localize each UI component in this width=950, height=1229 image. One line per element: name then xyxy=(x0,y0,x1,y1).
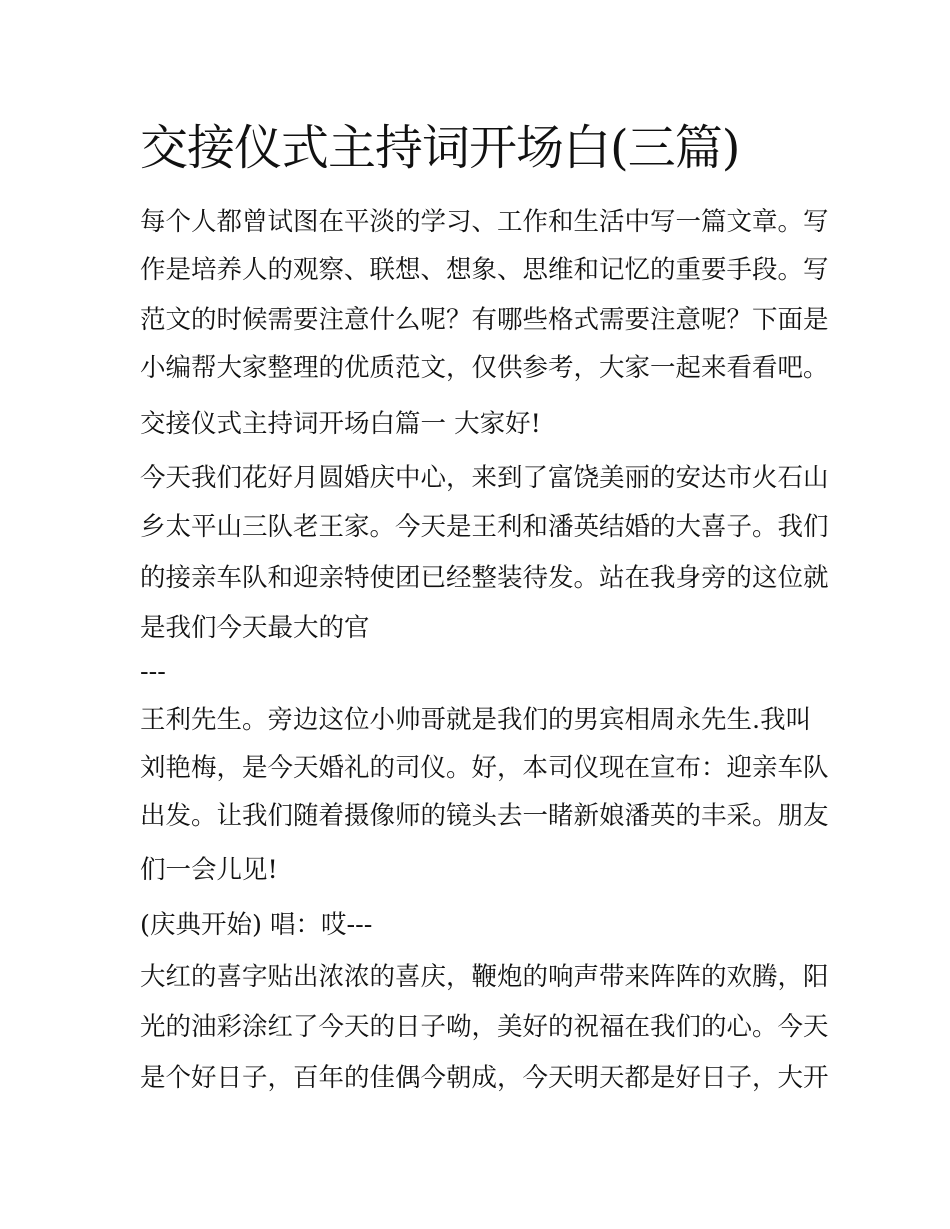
text-line: 出发。让我们随着摄像师的镜头去一睹新娘潘英的丰采。朋友 xyxy=(140,801,829,831)
section-heading: 交接仪式主持词开场白篇一 大家好! xyxy=(140,409,541,439)
text-line: 今天我们花好月圆婚庆中心，来到了富饶美丽的安达市火石山 xyxy=(140,463,829,493)
text-line: 是我们今天最大的官 xyxy=(140,613,370,643)
text-line: 是个好日子，百年的佳偶今朝成，今天明天都是好日子，大开 xyxy=(140,1063,829,1093)
separator-text: --- xyxy=(140,657,166,687)
text-line: 王利先生。旁边这位小帅哥就是我们的男宾相周永先生.我叫 xyxy=(140,705,812,735)
text-line: 乡太平山三队老王家。今天是王利和潘英结婚的大喜子。我们 xyxy=(140,512,829,542)
document-title: 交接仪式主持词开场白(三篇) xyxy=(140,120,740,176)
text-line: 小编帮大家整理的优质范文，仅供参考，大家一起来看看吧。 xyxy=(140,353,829,383)
text-line: 范文的时候需要注意什么呢？有哪些格式需要注意呢？下面是 xyxy=(140,305,829,335)
text-line: 作是培养人的观察、联想、想象、思维和记忆的重要手段。写 xyxy=(140,255,829,285)
text-line: 刘艳梅，是今天婚礼的司仪。好，本司仪现在宣布：迎亲车队 xyxy=(140,753,829,783)
text-line: 们一会儿见! xyxy=(140,855,278,885)
text-line: 光的油彩涂红了今天的日子呦，美好的祝福在我们的心。今天 xyxy=(140,1012,829,1042)
text-line: 的接亲车队和迎亲特使团已经整装待发。站在我身旁的这位就 xyxy=(140,563,829,593)
text-line: (庆典开始) 唱：哎--- xyxy=(140,910,373,940)
text-line: 大红的喜字贴出浓浓的喜庆，鞭炮的响声带来阵阵的欢腾，阳 xyxy=(140,962,829,992)
text-line: 每个人都曾试图在平淡的学习、工作和生活中写一篇文章。写 xyxy=(140,207,829,237)
